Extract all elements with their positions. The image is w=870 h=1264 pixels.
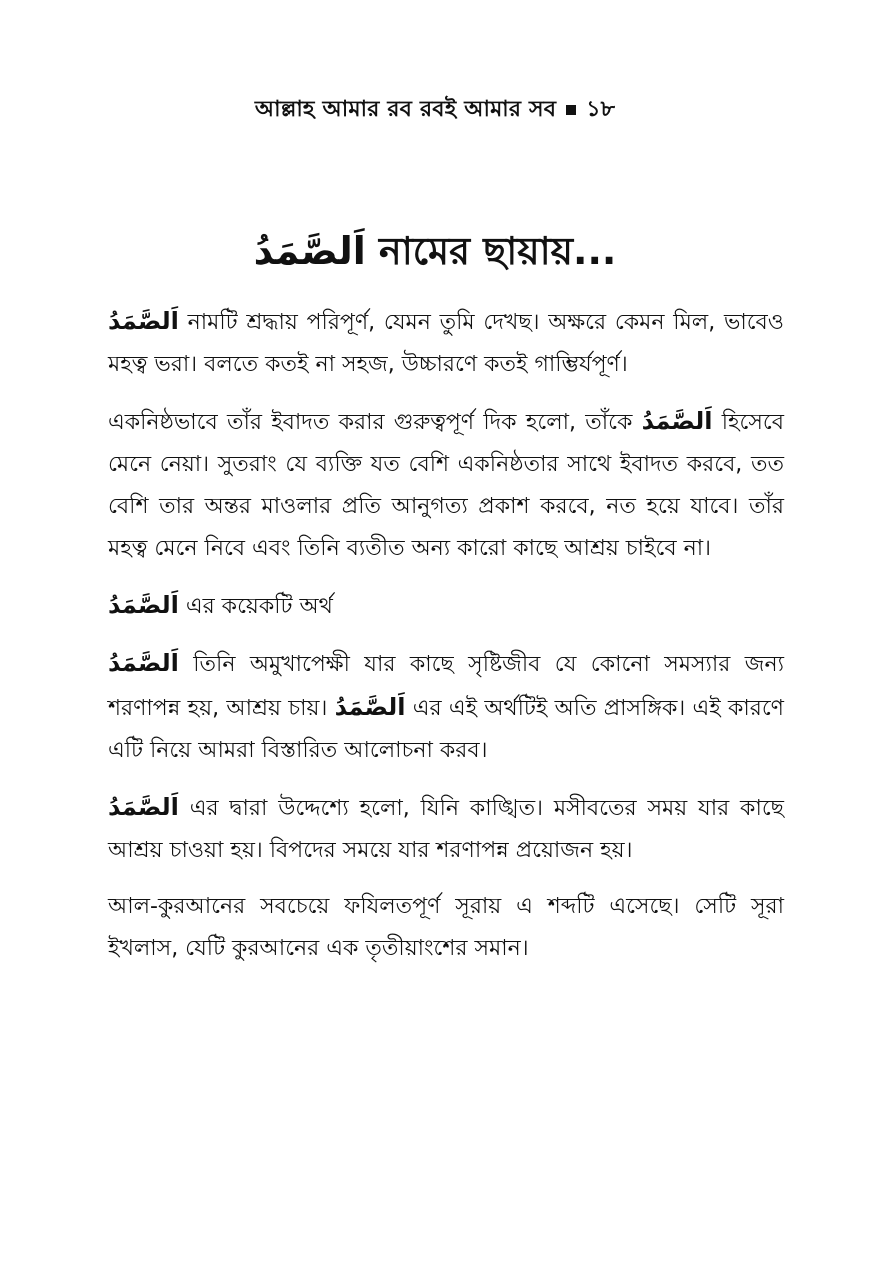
paragraph-text-after: হিসেবে মেনে নেয়া। সুতরাং যে ব্যক্তি যত বেশি একনিষ্ঠতার সাথে ইবাদত করবে, তত বেশি তার অন্তর মাওলার প্রতি আনুগত্য প্রকাশ করবে, নত হয়ে যাবে। তাঁর মহত্ব মেনে নিবে এবং তিনি ব্যতীত অন্য কারো কাছে আশ্রয় চাইবে না।: [108, 410, 784, 561]
paragraph-worship: [108, 400, 784, 570]
page-number: ১৮: [586, 97, 616, 122]
body-text: [108, 300, 784, 984]
paragraph-text: নামটি শ্রদ্ধায় পরিপূর্ণ, যেমন তুমি দেখছ। অক্ষরে কেমন মিল, ভাবেও মহত্ব ভরা। বলতে কতই না সহজ, উচ্চারণে কতই গাম্ভির্যপূর্ণ।: [108, 310, 784, 377]
chapter-title: [0, 222, 870, 286]
running-title: আল্লাহ আমার রব রবই আমার সব: [254, 97, 557, 122]
subheading-text: এর কয়েকটি অর্থ: [185, 594, 333, 619]
closing-text: আল-কুরআনের সবচেয়ে ফযিলতপূর্ণ সূরায় এ শব্দটি এসেছে। সেটি সূরা ইখলাস, যেটি কুরআনের এক তৃতীয়াংশের সমান।: [108, 894, 784, 961]
paragraph-closing: [108, 886, 784, 970]
separator-square-icon: [566, 105, 576, 115]
chapter-arabic-name: اَلصَّمَدُ: [253, 229, 366, 273]
arabic-term: اَلصَّمَدُ: [108, 307, 179, 335]
arabic-term: اَلصَّمَدُ: [108, 649, 179, 677]
running-header: [0, 92, 870, 129]
arabic-term: اَلصَّمَدُ: [108, 793, 179, 821]
paragraph-text-before: একনিষ্ঠভাবে তাঁর ইবাদত করার গুরুত্বপূর্ণ দিক হলো, তাঁকে: [108, 410, 633, 435]
arabic-term: اَلصَّمَدُ: [334, 693, 406, 721]
meaning-one: [108, 642, 784, 772]
arabic-term: اَلصَّمَدُ: [108, 591, 179, 619]
meaning-text-after: এর এই অর্থটিই অতি প্রাসঙ্গিক। এই কারণে এটি নিয়ে আমরা বিস্তারিত আলোচনা করব।: [108, 696, 784, 763]
arabic-term: اَلصَّمَدُ: [641, 407, 713, 435]
paragraph-intro: [108, 300, 784, 386]
chapter-title-text: নামের ছায়ায়...: [379, 229, 617, 273]
meaning-text: এর দ্বারা উদ্দেশ্যে হলো, যিনি কাঙ্খিত। মসীবতের সময় যার কাছে আশ্রয় চাওয়া হয়। বিপদের সময়ে যার শরণাপন্ন প্রয়োজন হয়।: [108, 796, 785, 863]
meaning-text-before: তিনি অমুখাপেক্ষী যার কাছে সৃষ্টিজীব যে কোনো সমস্যার জন্য শরণাপন্ন হয়, আশ্রয় চায়।: [108, 652, 784, 721]
meanings-subheading: [108, 584, 784, 628]
meaning-two: [108, 786, 784, 872]
